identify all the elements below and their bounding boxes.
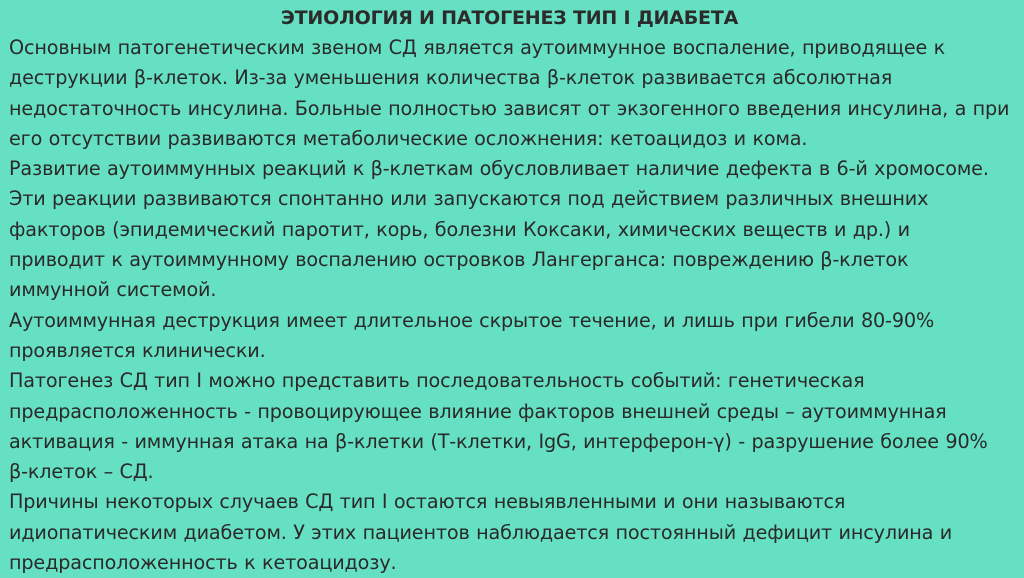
paragraph-pathogenesis-core: Основным патогенетическим звеном СД является аутоиммунное воспаление, приводящее к деструкции β-клеток. Из-за уменьшения количества β-клеток развивается абсолютная недостаточность инсулина. Больные полностью зависят от экзогенного введения инсулина, а при его отсутствии развиваются метаболические осложнения: кетоацидоз и кома. <box>9 36 1010 150</box>
paragraph-autoimmune-reactions: Развитие аутоиммунных реакций к β-клеткам обусловливает наличие дефекта в 6-й хромосоме. Эти реакции развиваются спонтанно или запускаются под действием различных внешних факторов (эпидемический паротит, корь, болезни Коксаки, химических веществ и др.) и приводит к аутоиммунному воспалению островков Лангерганса: повреждению β-клеток иммунной системой. <box>9 157 989 302</box>
slide-title: ЭТИОЛОГИЯ И ПАТОГЕНЕЗ ТИП I ДИАБЕТА <box>280 7 739 29</box>
slide-body <box>9 33 1010 578</box>
paragraph-idiopathic-diabetes: Причины некоторых случаев СД тип I остаются невыявленными и они называются идиопатическим диабетом. У этих пациентов наблюдается постоянный дефицит инсулина и предрасположенность к кетоацидозу. <box>9 490 953 575</box>
paragraph-latent-course: Аутоиммунная деструкция имеет длительное скрытое течение, и лишь при гибели 80-90% проявляется клинически. <box>9 308 935 362</box>
paragraph-event-sequence: Патогенез СД тип I можно представить последовательность событий: генетическая предрасположенность - провоцирующее влияние факторов внешней среды – аутоиммунная активация - иммунная атака на β-клетки (Т-клетки, IgG, интерферон-γ) - разрушение более 90% β-клеток – СД. <box>9 369 988 484</box>
